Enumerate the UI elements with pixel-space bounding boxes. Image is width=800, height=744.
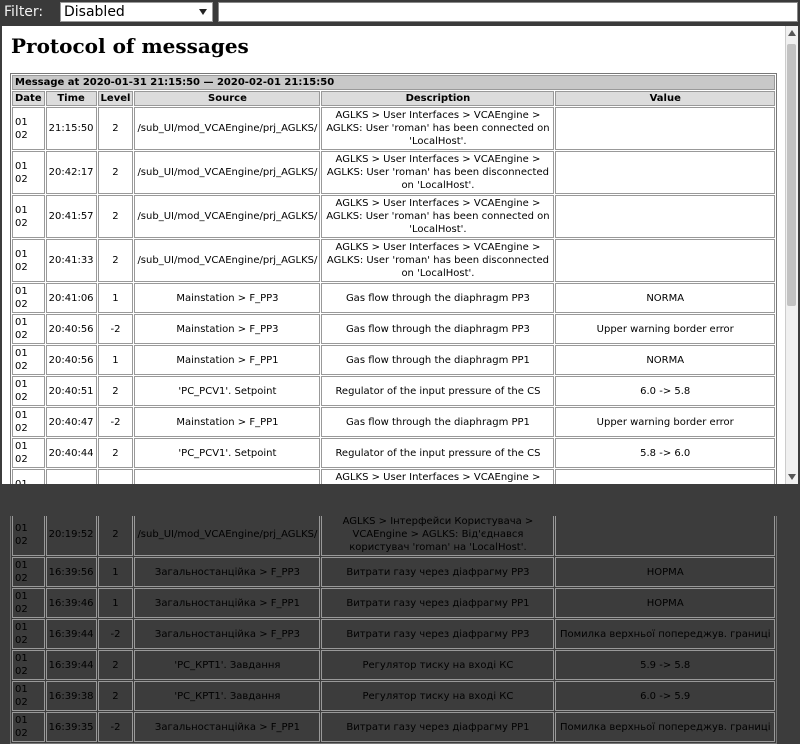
col-header-value: Value <box>555 91 775 106</box>
table-row <box>12 712 775 742</box>
page-title: Protocol of messages <box>11 34 249 58</box>
table-row <box>12 376 775 406</box>
col-header-time: Time <box>46 91 97 106</box>
scroll-down-icon[interactable] <box>788 474 796 480</box>
cell-level: 1 <box>98 345 134 375</box>
cell-date: 01 02 <box>12 107 45 150</box>
cell-time: 20:42:17 <box>46 151 97 194</box>
cell-description: AGLKS > User Interfaces > VCAEngine > <box>321 469 554 512</box>
cell-value: Помилка верхньої попереджув. границі <box>555 619 775 649</box>
table-row <box>12 314 775 344</box>
cell-date: 01 02 <box>12 681 45 711</box>
cell-value: 5.9 -> 5.8 <box>555 650 775 680</box>
cell-value: Upper warning border error <box>555 314 775 344</box>
col-header-description: Description <box>321 91 554 106</box>
cell-date: 01 02 <box>12 314 45 344</box>
cell-date: 01 02 <box>12 407 45 437</box>
cell-level: 2 <box>98 239 134 282</box>
cell-level: -2 <box>98 314 134 344</box>
cell-date: 01 02 <box>12 619 45 649</box>
cell-description: Gas flow through the diaphragm PP1 <box>321 407 554 437</box>
messages-panel <box>2 26 785 739</box>
cell-value <box>555 239 775 282</box>
cell-value: 5.8 -> 6.0 <box>555 438 775 468</box>
cell-source: /sub_UI/mod_VCAEngine/prj_AGLKS/ <box>134 513 320 556</box>
cell-value: Помилка верхньої попереджув. границі <box>555 712 775 742</box>
cell-source: /sub_UI/mod_VCAEngine/prj_AGLKS/ <box>134 239 320 282</box>
cell-date: 01 02 <box>12 438 45 468</box>
table-header-row <box>12 91 775 106</box>
cell-level: -2 <box>98 712 134 742</box>
cell-level: -2 <box>98 619 134 649</box>
table-caption: Message at 2020-01-31 21:15:50 — 2020-02-01 21:15:50 <box>12 75 775 90</box>
cell-time: 20:40:56 <box>46 314 97 344</box>
cell-value: 6.0 -> 5.9 <box>555 681 775 711</box>
cell-source: /sub_UI/mod_VCAEngine/prj_AGLKS/ <box>134 195 320 238</box>
cell-value: 6.0 -> 5.8 <box>555 376 775 406</box>
table-row <box>12 619 775 649</box>
cell-value <box>555 195 775 238</box>
cell-description: AGLKS > Інтерфейси Користувача > VCAEngine > AGLKS: Від'єднався користувач 'roman' на 'LocalHost'. <box>321 513 554 556</box>
cell-level: 2 <box>98 438 134 468</box>
cell-value: NORMA <box>555 283 775 313</box>
cell-value: NORMA <box>555 345 775 375</box>
cell-source: 'PC_КРТ1'. Завдання <box>134 650 320 680</box>
cell-date: 01 02 <box>12 650 45 680</box>
cell-value: НОРМА <box>555 588 775 618</box>
filter-select-value: Disabled <box>64 4 125 20</box>
cell-time: 16:39:44 <box>46 619 97 649</box>
bottom-bar <box>0 484 800 516</box>
cell-source: Загальностанційка > F_PP1 <box>134 588 320 618</box>
cell-value: Upper warning border error <box>555 407 775 437</box>
cell-value: НОРМА <box>555 557 775 587</box>
cell-description: Витрати газу через діафрагму PP3 <box>321 557 554 587</box>
cell-date: 01 02 <box>12 513 45 556</box>
cell-description: Gas flow through the diaphragm PP1 <box>321 345 554 375</box>
cell-level: 2 <box>98 681 134 711</box>
cell-time: 20:40:51 <box>46 376 97 406</box>
cell-description: Витрати газу через діафрагму PP3 <box>321 619 554 649</box>
cell-description: AGLKS > User Interfaces > VCAEngine > AGLKS: User 'roman' has been connected on 'LocalHost'. <box>321 195 554 238</box>
cell-description: Gas flow through the diaphragm PP3 <box>321 314 554 344</box>
cell-time: 16:39:38 <box>46 681 97 711</box>
table-row <box>12 650 775 680</box>
messages-table <box>10 73 777 744</box>
cell-source: 'PC_КРТ1'. Завдання <box>134 681 320 711</box>
cell-description: AGLKS > User Interfaces > VCAEngine > AGLKS: User 'roman' has been disconnected on 'LocalHost'. <box>321 151 554 194</box>
cell-time: 20:41:57 <box>46 195 97 238</box>
cell-description: AGLKS > User Interfaces > VCAEngine > AGLKS: User 'roman' has been disconnected on 'LocalHost'. <box>321 239 554 282</box>
cell-source: Mainstation > F_PP3 <box>134 314 320 344</box>
cell-time: 20:40:44 <box>46 438 97 468</box>
cell-source: Mainstation > F_PP1 <box>134 345 320 375</box>
cell-date: 01 02 <box>12 151 45 194</box>
filter-bar <box>0 0 800 26</box>
table-row <box>12 557 775 587</box>
col-header-date: Date <box>12 91 45 106</box>
cell-description: Regulator of the input pressure of the CS <box>321 438 554 468</box>
cell-time: 21:15:50 <box>46 107 97 150</box>
cell-level: 2 <box>98 513 134 556</box>
cell-time: 20:41:06 <box>46 283 97 313</box>
cell-description: Регулятор тиску на вході КС <box>321 650 554 680</box>
scroll-up-icon[interactable] <box>788 30 796 36</box>
table-row <box>12 151 775 194</box>
cell-description: Витрати газу через діафрагму PP1 <box>321 712 554 742</box>
table-row <box>12 513 775 556</box>
cell-level: 2 <box>98 195 134 238</box>
cell-source: 'PC_PCV1'. Setpoint <box>134 376 320 406</box>
cell-description: AGLKS > User Interfaces > VCAEngine > AGLKS: User 'roman' has been connected on 'LocalHost'. <box>321 107 554 150</box>
filter-select[interactable] <box>60 2 213 22</box>
cell-source: Загальностанційка > F_PP3 <box>134 557 320 587</box>
vertical-scrollbar[interactable] <box>785 26 798 484</box>
table-row <box>12 195 775 238</box>
cell-time: 16:39:46 <box>46 588 97 618</box>
col-header-level: Level <box>98 91 134 106</box>
cell-time: 16:39:56 <box>46 557 97 587</box>
cell-source: Mainstation > F_PP1 <box>134 407 320 437</box>
cell-date: 01 02 <box>12 557 45 587</box>
cell-value <box>555 151 775 194</box>
scrollbar-thumb[interactable] <box>787 44 796 306</box>
cell-value <box>555 107 775 150</box>
table-row <box>12 345 775 375</box>
table-row <box>12 283 775 313</box>
cell-source: 'PC_PCV1'. Setpoint <box>134 438 320 468</box>
cell-time: 16:39:44 <box>46 650 97 680</box>
filter-text-input[interactable] <box>218 2 798 22</box>
cell-source: Mainstation > F_PP3 <box>134 283 320 313</box>
cell-date: 01 02 <box>12 345 45 375</box>
cell-date: 01 02 <box>12 283 45 313</box>
cell-date: 01 02 <box>12 588 45 618</box>
table-row <box>12 107 775 150</box>
table-row <box>12 438 775 468</box>
filter-label: Filter: <box>4 4 44 20</box>
cell-date: 01 02 <box>12 239 45 282</box>
cell-time: 20:19:52 <box>46 513 97 556</box>
cell-time: 20:41:33 <box>46 239 97 282</box>
cell-time: 16:39:35 <box>46 712 97 742</box>
cell-value <box>555 513 775 556</box>
cell-source: Загальностанційка > F_PP3 <box>134 619 320 649</box>
cell-time: 20:40:56 <box>46 345 97 375</box>
table-row <box>12 588 775 618</box>
cell-source: /sub_UI/mod_VCAEngine/prj_AGLKS/ <box>134 151 320 194</box>
cell-level: 2 <box>98 107 134 150</box>
cell-level: 1 <box>98 588 134 618</box>
cell-level: 2 <box>98 650 134 680</box>
cell-level: 1 <box>98 557 134 587</box>
cell-level: 2 <box>98 376 134 406</box>
cell-level: 1 <box>98 283 134 313</box>
cell-source: /sub_UI/mod_VCAEngine/prj_AGLKS/ <box>134 107 320 150</box>
cell-description: Витрати газу через діафрагму PP1 <box>321 588 554 618</box>
chevron-down-icon <box>199 9 207 15</box>
cell-date: 01 02 <box>12 376 45 406</box>
cell-date: 01 02 <box>12 712 45 742</box>
col-header-source: Source <box>134 91 320 106</box>
table-row <box>12 239 775 282</box>
cell-level: -2 <box>98 407 134 437</box>
cell-source: Загальностанційка > F_PP1 <box>134 712 320 742</box>
cell-time: 20:40:47 <box>46 407 97 437</box>
cell-level: 2 <box>98 151 134 194</box>
table-row <box>12 681 775 711</box>
cell-description: Регулятор тиску на вході КС <box>321 681 554 711</box>
table-row <box>12 407 775 437</box>
cell-description: Gas flow through the diaphragm PP3 <box>321 283 554 313</box>
cell-description: Regulator of the input pressure of the CS <box>321 376 554 406</box>
cell-date: 01 02 <box>12 195 45 238</box>
